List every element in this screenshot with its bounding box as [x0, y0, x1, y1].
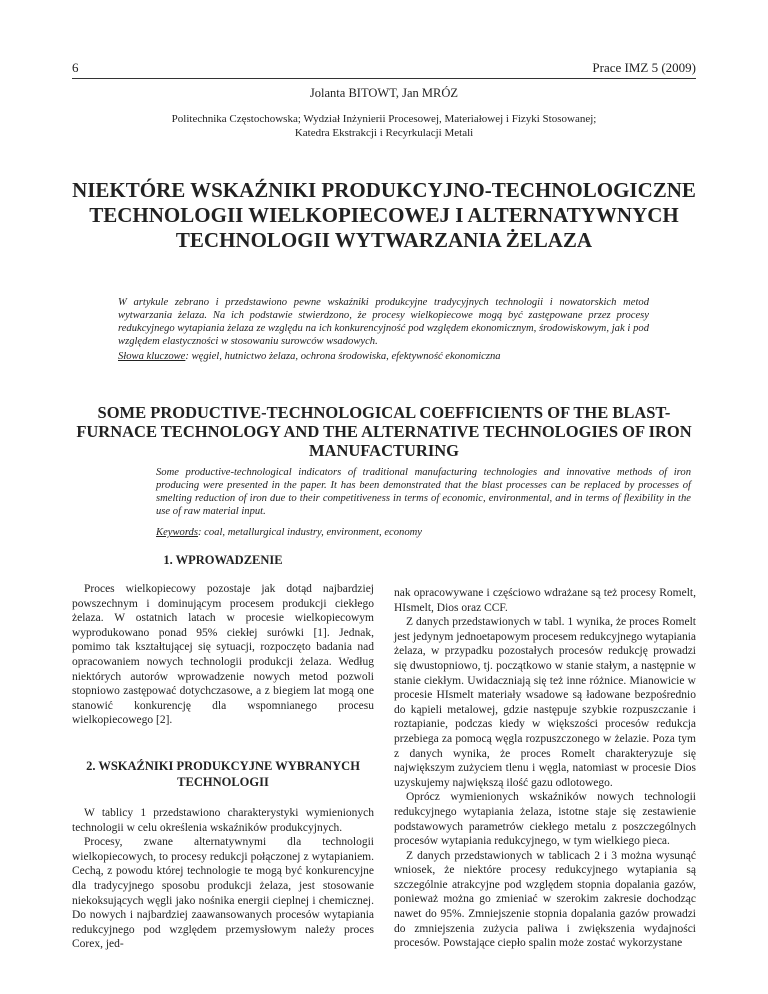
section-1-paragraph: Proces wielkopiecowy pozostaje jak dotąd najbardziej powszechnym i dominującym procesem produkcji ciekłego żelaza. W ostatnich latach w procesie wielkopiecowym wyprodukowano ponad 95% ciekłej surówki [1]. Jednak, pomimo tak kształtującej się sytuacji, rozpoczęto badania nad opracowaniem nowych technologii produkcji żelaza. Według niektórych autorów wprowadzenie nowych metod pozwoli stopniowo zastępować dotychczasowe, a z biegiem lat mogą one stanowić konkurencję dla wspomnianego procesu wielkopiecowego [2]. [72, 583, 374, 727]
title-english: SOME PRODUCTIVE-TECHNOLOGICAL COEFFICIENTS OF THE BLAST-FURNACE TECHNOLOGY AND THE ALTERNATIVE TECHNOLOGIES OF IRON MANUFACTURING [76, 403, 692, 460]
right-paragraph-4: Z danych przedstawionych w tablicach 2 i 3 można wysunąć wniosek, że niektóre procesy redukcyjnego wytapiania są szczególnie atrakcyjne pod względem stopnia dopalania gazów, ponieważ można go zmieniać w szerokim zakresie dochodząc nawet do 95%. Zmniejszenie stopnia dopalania gazów prowadzi do zmniejszenia zużycia paliwa i zwiększenia wydajności procesów. Powstające ciepło spalin może zostać wykorzystane [394, 849, 696, 950]
keywords-english [156, 526, 691, 539]
keywords-polish-text: : węgiel, hutnictwo żelaza, ochrona środowiska, efektywność ekonomiczna [185, 351, 501, 362]
affiliation [72, 112, 696, 140]
right-column [394, 586, 696, 951]
section-1-heading: 1. WPROWADZENIE [163, 553, 283, 567]
section-2-heading: 2. WSKAŹNIKI PRODUKCYJNE WYBRANYCH TECHNOLOGII [86, 758, 360, 789]
title-polish: NIEKTÓRE WSKAŹNIKI PRODUKCYJNO-TECHNOLOGICZNE TECHNOLOGII WIELKOPIECOWEJ I ALTERNATYWNYCH TECHNOLOGII WYTWARZANIA ŻELAZA [72, 178, 696, 252]
abstract-polish: W artykule zebrano i przedstawiono pewne wskaźniki produkcyjne tradycyjnych technologii i nowatorskich metod wytwarzania żelaza. Na ich podstawie stwierdzono, że procesy wielkopiecowe mogą być zastępowane przez procesy redukcyjnego wytapiania żelaza ze względu na ich konkurencyjność pod względem ekonomicznym, środowiskowym, jak i pod względem elastyczności w stosowaniu surowców wsadowych. [118, 297, 649, 347]
section-2-paragraph-2: Procesy, zwane alternatywnymi dla technologii wielkopiecowych, to procesy redukcji połączonej z wytapianiem. Cechą, z powodu której technologie te mogą być konkurencyjne dla tradycyjnego sposobu produkcji żelaza, jest stosowanie niekoksujących węgli jako nośnika energii cieplnej i chemicznej. Do nowych i najbardziej zaawansowanych procesów wytapiania redukcyjnego pod względem przemysłowym należy proces Corex, jed- [72, 836, 374, 951]
keywords-polish [118, 350, 649, 363]
journal-reference: Prace IMZ 5 (2009) [592, 60, 696, 75]
left-column [72, 552, 374, 952]
right-paragraph-2: Z danych przedstawionych w tabl. 1 wynika, że proces Romelt jest jedynym jednoetapowym procesem redukcyjnego wytapiania żelaza, w przypadku pozostałych procesów redukcję prowadzi się dwustopniowo, tj. początkowo w stanie stałym, a następnie w stanie ciekłym. Uwidaczniają się też inne różnice. Mianowicie w procesie HIsmelt materiały wsadowe są ładowane bezpośrednio do kąpieli metalowej, gdzie następuje szybkie rozpuszczanie i roztapianie, podczas kiedy w większości procesów redukcja przebiega za pomocą węgla rozpuszczonego w żelazie. Poza tym z danych wynika, że proces Romelt charakteryzuje się największym zużyciem tlenu i węgla, natomiast w procesie Dios uzyskujemy największą ilość gazu odlotowego. [394, 616, 696, 789]
right-paragraph-1: nak opracowywane i częściowo wdrażane są też procesy Romelt, HIsmelt, Dios oraz CCF. [394, 587, 696, 614]
keywords-english-text: : coal, metallurgical industry, environment, economy [197, 527, 422, 538]
page-number: 6 [72, 60, 79, 75]
authors: Jolanta BITOWT, Jan MRÓZ [309, 86, 459, 100]
affiliation-line-1: Politechnika Częstochowska; Wydział Inżynierii Procesowej, Materiałowej i Fizyki Stosowanej; [171, 113, 597, 125]
keywords-english-label: Keywords [156, 527, 198, 538]
section-2-paragraph-1: W tablicy 1 przedstawiono charakterystyki wymienionych technologii w celu określenia wskaźników produkcyjnych. [72, 806, 374, 834]
abstract-english: Some productive-technological indicators of traditional manufacturing technologies and innovative methods of iron producing were presented in the paper. It has been demonstrated that the blast processes can be replaced by processes of smelting reduction of iron due to their competitiveness in terms of economic, environmental, and in terms of flexibility in the use of raw material input. [156, 467, 691, 517]
right-paragraph-3: Oprócz wymienionych wskaźników nowych technologii redukcyjnego wytapiania żelaza, istotne staje się zestawienie podstawowych parametrów ciekłego metalu z poszczególnych procesów wytapiania redukcyjnego, w tym wielkiego pieca. [394, 791, 696, 848]
header-rule [72, 78, 696, 79]
affiliation-line-2: Katedra Ekstrakcji i Recyrkulacji Metali [294, 127, 474, 139]
keywords-polish-label: Słowa kluczowe [118, 351, 186, 362]
